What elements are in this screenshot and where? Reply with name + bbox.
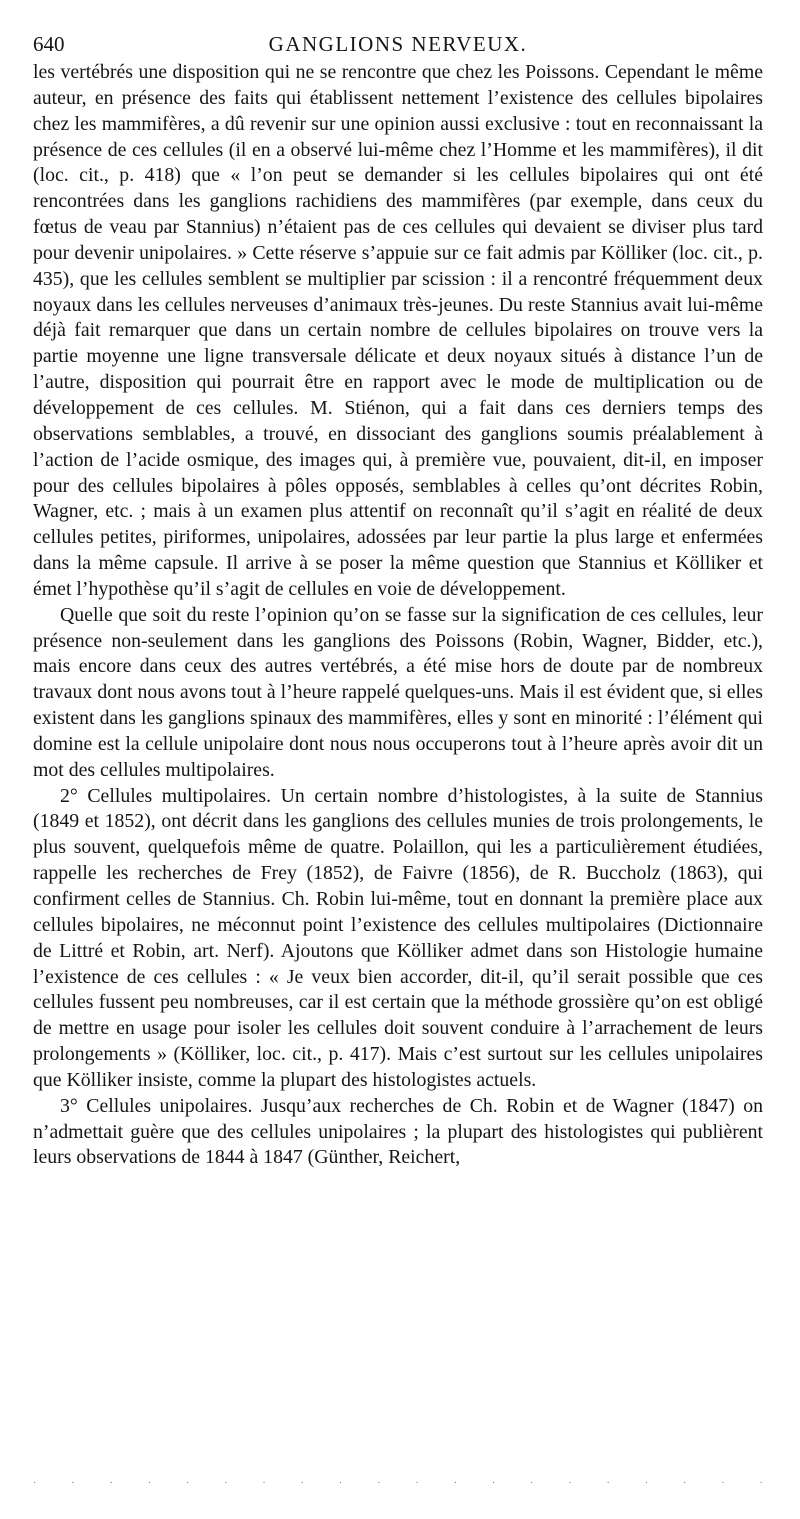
- paragraph-continued: les vertébrés une disposition qui ne se rencontre que chez les Poissons. Cependant le même auteur, en présence des faits qui établissent nettement l’existence des cellules bipolaires chez les mammifères, a dû revenir sur une opinion aussi exclusive : tout en reconnaissant la présence de ces cellules (il en a observé lui-même chez l’Homme et les mammifères), il dit (loc. cit., p. 418) que « l’on peut se demander si les cellules bipolaires qui ont été rencontrées dans les ganglions rachidiens des mammifères (par exemple, dans ceux du fœtus de veau par Stannius) n’étaient pas de ces cellules qui devaient se diviser plus tard pour devenir unipolaires. » Cette réserve s’appuie sur ce fait admis par Kölliker (loc. cit., p. 435), que les cellules semblent se multiplier par scission : il a rencontré fréquemment deux noyaux dans les cellules nerveuses d’animaux très-jeunes. Du reste Stannius avait lui-même déjà fait remarquer que dans un certain nombre de cellules bipolaires on trouve vers la partie moyenne une ligne transversale délicate et deux noyaux situés à distance l’un de l’autre, disposition qui pourrait être en rapport avec le mode de multiplication ou de développement de ces cellules. M. Stiénon, qui a fait dans ces derniers temps des observations semblables, a trouvé, en dissociant des ganglions soumis préalablement à l’action de l’acide osmique, des images qui, à première vue, pouvaient, dit-il, en imposer pour des cellules bipolaires à pôles opposés, semblables à celles qu’ont décrites Robin, Wagner, etc. ; mais à un examen plus attentif on reconnaît qu’il s’agit en réalité de deux cellules petites, piriformes, unipolaires, adossées par leur partie la plus large et enfermées dans la même capsule. Il arrive à se poser la même question que Stannius et Kölliker et émet l’hypothèse qu’il s’agit de cellules en voie de développement.: [33, 61, 763, 600]
- paragraph-bipolar-cells-summary: Quelle que soit du reste l’opinion qu’on se fasse sur la signification de ces cellules, leur présence non-seulement dans les ganglions des Poissons (Robin, Wagner, Bidder, etc.), mais encore dans ceux des autres vertébrés, a été mise hors de doute par de nombreux travaux dont nous avons tout à l’heure rappelé quelques-uns. Mais il est évident que, si elles existent dans les ganglions spinaux des mammifères, elles y sont en minorité : l’élément qui domine est la cellule unipolaire dont nous nous occuperons tout à l’heure après avoir dit un mot des cellules multipolaires.: [33, 603, 763, 781]
- footer-speck: ·: [338, 1478, 343, 1489]
- running-header: [33, 28, 763, 60]
- footer-speck: ·: [721, 1478, 725, 1489]
- running-title: GANGLIONS NERVEUX.: [268, 32, 528, 56]
- body-text: [33, 60, 763, 1171]
- footer-speck: ·: [377, 1478, 381, 1489]
- footer-speck: ·: [530, 1478, 534, 1489]
- footer-speck: ·: [606, 1478, 610, 1489]
- footer-specks: [33, 1478, 763, 1489]
- footer-speck: ·: [224, 1478, 228, 1489]
- footer-speck: ·: [71, 1478, 75, 1489]
- footer-speck: ·: [568, 1478, 572, 1489]
- footer-speck: ·: [415, 1478, 419, 1489]
- footer-speck: ·: [644, 1478, 649, 1489]
- footer-speck: ·: [491, 1478, 496, 1489]
- paragraph-multipolar-cells: 2° Cellules multipolaires. Un certain nombre d’histologistes, à la suite de Stannius (1849 et 1852), ont décrit dans les ganglions des cellules munies de trois prolongements, le plus souvent, quelquefois même de quatre. Polaillon, qui les a particulièrement étudiées, rappelle les recherches de Frey (1852), de Faivre (1856), de R. Buccholz (1863), qui confirment celles de Stannius. Ch. Robin lui-même, tout en donnant la première place aux cellules bipolaires, ne méconnut point l’existence des cellules multipolaires (Dictionnaire de Littré et Robin, art. Nerf). Ajoutons que Kölliker admet dans son Histologie humaine l’existence de ces cellules : « Je veux bien accorder, dit-il, qu’il serait possible que ces cellules fussent peu nombreuses, car il est certain que la méthode grossière qu’on est obligé de mettre en usage pour isoler les cellules doit souvent conduire à l’arrachement de leurs prolongements » (Kölliker, loc. cit., p. 417). Mais c’est surtout sur les cellules unipolaires que Kölliker insiste, comme la plupart des histologistes actuels.: [33, 784, 763, 1091]
- footer-speck: ·: [262, 1478, 266, 1489]
- book-page: [33, 28, 763, 1171]
- footer-speck: ·: [33, 1478, 37, 1489]
- footer-speck: ·: [185, 1478, 190, 1489]
- footer-speck: ·: [109, 1478, 113, 1489]
- footer-speck: ·: [300, 1478, 304, 1489]
- footer-speck: ·: [759, 1478, 763, 1489]
- footer-speck: ·: [147, 1478, 152, 1489]
- footer-speck: ·: [682, 1478, 687, 1489]
- page-number: 640: [33, 32, 65, 56]
- paragraph-unipolar-cells: 3° Cellules unipolaires. Jusqu’aux recherches de Ch. Robin et de Wagner (1847) on n’admettait guère que des cellules unipolaires ; la plupart des histologistes qui publièrent leurs observations de 1844 à 1847 (Günther, Reichert,: [33, 1094, 763, 1169]
- footer-speck: ·: [453, 1478, 457, 1489]
